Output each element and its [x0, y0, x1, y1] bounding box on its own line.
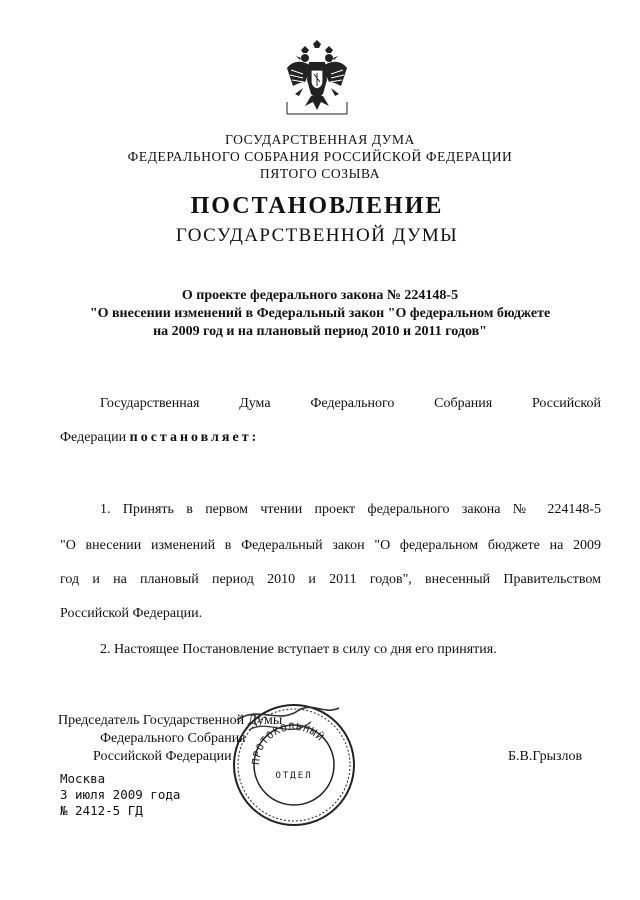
item2: 2. Настоящее Постановление вступает в силу со дня его принятия.: [100, 642, 497, 657]
svg-text:ПРОТОКОЛЬНЫЙ: [251, 722, 327, 765]
protocol-stamp: [229, 700, 359, 830]
subject-line-1: О проекте федерального закона № 224148-5: [181, 288, 459, 303]
item1-line-1: 1. Принять в первом чтении проект федерального закона № 224148-5: [100, 502, 601, 517]
stamp-center-text: ОТДЕЛ: [275, 771, 313, 781]
preamble-start: Федерации: [60, 430, 127, 445]
item1-line-2: "О внесении изменений в Федеральный закон "О федеральном бюджете на 2009: [60, 538, 601, 553]
header-line-2: ФЕДЕРАЛЬНОГО СОБРАНИЯ РОССИЙСКОЙ ФЕДЕРАЦИИ: [127, 149, 513, 164]
header-line-1: ГОСУДАРСТВЕННАЯ ДУМА: [225, 132, 415, 147]
preamble-line-2: [60, 429, 259, 447]
item1-line-4: Российской Федерации.: [60, 606, 203, 621]
double-headed-eagle-icon: [283, 40, 351, 122]
signature-position-2: Федерального Собрания: [100, 731, 246, 746]
header-line-3: ПЯТОГО СОЗЫВА: [259, 166, 381, 181]
item1-line-3: год и на плановый период 2010 и 2011 годов", внесенный Правительством: [60, 572, 601, 587]
signature-position-1: Председатель Государственной Думы: [58, 713, 283, 728]
preamble-line-1: Государственная Дума Федерального Собрания Российской: [100, 396, 601, 411]
page-title: ПОСТАНОВЛЕНИЕ: [190, 193, 444, 219]
footer-number: № 2412-5 ГД: [60, 803, 143, 818]
subject-line-3: на 2009 год и на плановый период 2010 и 2011 годов": [153, 324, 487, 339]
footer-date: 3 июля 2009 года: [60, 787, 181, 802]
preamble-resolves: постановляет:: [129, 430, 260, 445]
stamp-arc-text: ПРОТОКОЛЬНЫЙ: [250, 721, 326, 766]
footer-city: Москва: [60, 771, 106, 786]
subject-line-2: "О внесении изменений в Федеральный закон "О федеральном бюджете: [89, 306, 551, 321]
signatory-name: Б.В.Грызлов: [508, 749, 583, 764]
signature-position-3: Российской Федерации: [93, 749, 232, 764]
page-subtitle: ГОСУДАРСТВЕННОЙ ДУМЫ: [175, 225, 459, 246]
